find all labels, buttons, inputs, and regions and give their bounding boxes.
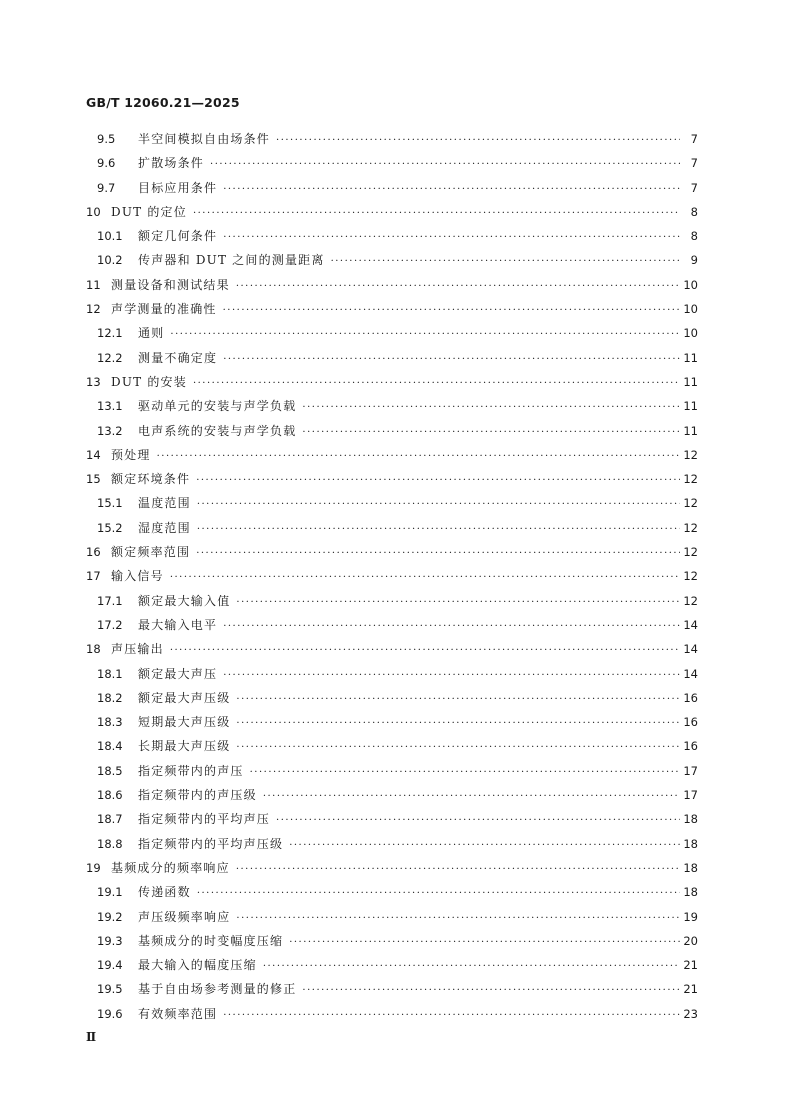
toc-entry-page: 17 xyxy=(683,788,698,803)
dot-leader xyxy=(223,664,680,688)
toc-entry-page: 18 xyxy=(683,836,698,851)
toc-entry[interactable] xyxy=(86,273,698,297)
toc-entry-number: 12.2 xyxy=(97,350,123,365)
toc-entry-title: 短期最大声压级 xyxy=(138,715,231,730)
toc-entry-title: 通则 xyxy=(138,326,165,341)
toc-entry-page: 9 xyxy=(690,253,698,268)
toc-entry[interactable] xyxy=(86,491,698,515)
toc-entry[interactable] xyxy=(86,734,698,758)
toc-entry-number: 18.1 xyxy=(97,666,123,681)
toc-entry[interactable] xyxy=(86,613,698,637)
toc-entry-title: 额定频率范围 xyxy=(111,545,191,560)
toc-entry[interactable] xyxy=(86,297,698,321)
toc-entry[interactable] xyxy=(86,443,698,467)
toc-entry-title: 额定最大声压级 xyxy=(138,690,231,705)
toc-entry[interactable] xyxy=(86,686,698,710)
toc-entry-number: 16 xyxy=(86,545,101,560)
toc-entry-page: 14 xyxy=(683,617,698,632)
dot-leader xyxy=(223,178,680,202)
dot-leader xyxy=(223,226,680,250)
toc-entry-title: 基于自由场参考测量的修正 xyxy=(138,982,297,997)
toc-entry[interactable] xyxy=(86,224,698,248)
dot-leader xyxy=(157,445,680,469)
toc-entry-number: 18.3 xyxy=(97,715,123,730)
toc-entry-number: 13 xyxy=(86,374,101,389)
toc-entry[interactable] xyxy=(86,176,698,200)
toc-entry-page: 8 xyxy=(690,204,698,219)
toc-entry-number: 19.6 xyxy=(97,1006,123,1021)
toc-entry-title: 额定几何条件 xyxy=(138,229,218,244)
toc-entry-title: 温度范围 xyxy=(138,496,191,511)
dot-leader xyxy=(276,129,680,153)
toc-entry[interactable] xyxy=(86,248,698,272)
dot-leader xyxy=(263,955,680,979)
toc-entry-page: 11 xyxy=(683,399,698,414)
toc-entry-title: 基频成分的频率响应 xyxy=(111,860,230,875)
toc-entry-number: 18.4 xyxy=(97,739,123,754)
dot-leader xyxy=(197,882,680,906)
toc-entry-page: 12 xyxy=(683,545,698,560)
toc-entry[interactable] xyxy=(86,321,698,345)
toc-entry-page: 11 xyxy=(683,374,698,389)
toc-entry-number: 10.2 xyxy=(97,253,123,268)
toc-entry-number: 18.8 xyxy=(97,836,123,851)
toc-entry-number: 15.2 xyxy=(97,520,123,535)
toc-entry-title: 长期最大声压级 xyxy=(138,739,231,754)
toc-entry-title: 传声器和 DUT 之间的测量距离 xyxy=(138,253,325,268)
dot-leader xyxy=(263,785,680,809)
toc-entry-page: 11 xyxy=(683,350,698,365)
toc-entry-title: DUT 的定位 xyxy=(111,204,187,219)
toc-entry[interactable] xyxy=(86,200,698,224)
toc-entry[interactable] xyxy=(86,370,698,394)
toc-entry-number: 9.6 xyxy=(97,156,116,171)
dot-leader xyxy=(236,907,680,931)
dot-leader xyxy=(289,931,680,955)
dot-leader xyxy=(223,299,680,323)
toc-entry[interactable] xyxy=(86,856,698,880)
dot-leader xyxy=(170,566,680,590)
toc-entry-number: 13.1 xyxy=(97,399,123,414)
toc-entry-number: 18 xyxy=(86,642,101,657)
toc-entry-title: 声压输出 xyxy=(111,642,164,657)
toc-entry-page: 20 xyxy=(683,933,698,948)
toc-entry-title: 电声系统的安装与声学负载 xyxy=(138,423,297,438)
dot-leader xyxy=(236,591,680,615)
toc-entry[interactable] xyxy=(86,540,698,564)
toc-entry-title: 基频成分的时变幅度压缩 xyxy=(138,933,284,948)
toc-entry-number: 15 xyxy=(86,472,101,487)
dot-leader xyxy=(302,396,680,420)
dot-leader xyxy=(193,372,680,396)
toc-entry-number: 17 xyxy=(86,569,101,584)
dot-leader xyxy=(289,834,680,858)
dot-leader xyxy=(196,469,680,493)
toc-entry-page: 10 xyxy=(683,326,698,341)
toc-entry[interactable] xyxy=(86,807,698,831)
document-header: GB/T 12060.21—2025 xyxy=(86,95,240,110)
toc-entry-title: 指定频带内的平均声压级 xyxy=(138,836,284,851)
dot-leader xyxy=(170,639,680,663)
dot-leader xyxy=(197,518,680,542)
toc-entry[interactable] xyxy=(86,905,698,929)
dot-leader xyxy=(236,275,680,299)
toc-entry-title: 驱动单元的安装与声学负载 xyxy=(138,399,297,414)
table-of-contents xyxy=(86,127,698,1026)
toc-entry-number: 19 xyxy=(86,860,101,875)
dot-leader xyxy=(223,615,680,639)
toc-entry-number: 15.1 xyxy=(97,496,123,511)
toc-entry-title: 额定最大声压 xyxy=(138,666,218,681)
dot-leader xyxy=(250,761,680,785)
toc-entry-number: 10 xyxy=(86,204,101,219)
toc-entry[interactable] xyxy=(86,1002,698,1026)
toc-entry-page: 16 xyxy=(683,690,698,705)
dot-leader xyxy=(193,202,680,226)
toc-entry-title: 最大输入电平 xyxy=(138,617,218,632)
toc-entry-number: 18.6 xyxy=(97,788,123,803)
toc-entry-title: 额定最大输入值 xyxy=(138,593,231,608)
toc-entry-number: 12.1 xyxy=(97,326,123,341)
dot-leader xyxy=(302,979,680,1003)
toc-entry-title: 声学测量的准确性 xyxy=(111,302,217,317)
dot-leader xyxy=(236,858,680,882)
toc-entry-title: 测量不确定度 xyxy=(138,350,218,365)
toc-entry-page: 12 xyxy=(683,447,698,462)
toc-entry-number: 19.4 xyxy=(97,958,123,973)
toc-entry-title: DUT 的安装 xyxy=(111,374,187,389)
toc-entry-page: 18 xyxy=(683,812,698,827)
toc-entry-page: 23 xyxy=(683,1006,698,1021)
toc-entry[interactable] xyxy=(86,564,698,588)
toc-entry-number: 14 xyxy=(86,447,101,462)
dot-leader xyxy=(210,153,680,177)
toc-entry-number: 9.5 xyxy=(97,132,116,146)
page-number-footer: Ⅱ xyxy=(86,1030,97,1044)
toc-entry-page: 14 xyxy=(683,642,698,657)
toc-entry-number: 13.2 xyxy=(97,423,123,438)
toc-entry[interactable] xyxy=(86,419,698,443)
toc-entry-number: 17.1 xyxy=(97,593,123,608)
toc-entry-page: 14 xyxy=(683,666,698,681)
toc-entry[interactable] xyxy=(86,832,698,856)
toc-entry[interactable] xyxy=(86,394,698,418)
toc-entry-number: 19.2 xyxy=(97,909,123,924)
toc-entry-title: 预处理 xyxy=(111,447,151,462)
toc-entry-page: 12 xyxy=(683,569,698,584)
toc-entry-title: 指定频带内的平均声压 xyxy=(138,812,271,827)
toc-entry-page: 18 xyxy=(683,860,698,875)
toc-entry[interactable] xyxy=(86,637,698,661)
toc-entry-page: 11 xyxy=(683,423,698,438)
dot-leader xyxy=(331,250,680,274)
toc-entry-number: 17.2 xyxy=(97,617,123,632)
toc-entry-page: 10 xyxy=(683,302,698,317)
dot-leader xyxy=(197,493,680,517)
toc-entry-number: 19.1 xyxy=(97,885,123,900)
toc-entry-title: 指定频带内的声压级 xyxy=(138,788,257,803)
toc-entry[interactable] xyxy=(86,151,698,175)
toc-entry-page: 16 xyxy=(683,715,698,730)
dot-leader xyxy=(236,688,680,712)
dot-leader xyxy=(236,712,680,736)
toc-entry-page: 7 xyxy=(690,156,698,171)
toc-entry-title: 指定频带内的声压 xyxy=(138,763,244,778)
toc-entry-title: 湿度范围 xyxy=(138,520,191,535)
toc-entry-number: 10.1 xyxy=(97,229,123,244)
toc-entry-title: 有效频率范围 xyxy=(138,1006,218,1021)
toc-entry[interactable] xyxy=(86,467,698,491)
toc-entry-number: 18.2 xyxy=(97,690,123,705)
toc-entry-title: 半空间模拟自由场条件 xyxy=(138,132,271,146)
toc-entry-number: 18.5 xyxy=(97,763,123,778)
toc-entry[interactable] xyxy=(86,710,698,734)
toc-entry[interactable] xyxy=(86,929,698,953)
toc-entry-title: 目标应用条件 xyxy=(138,180,218,195)
toc-entry-number: 11 xyxy=(86,277,101,292)
toc-entry-page: 12 xyxy=(683,472,698,487)
toc-entry-page: 12 xyxy=(683,496,698,511)
toc-entry-page: 8 xyxy=(690,229,698,244)
dot-leader xyxy=(196,542,680,566)
toc-entry-page: 17 xyxy=(683,763,698,778)
toc-entry-number: 9.7 xyxy=(97,180,116,195)
toc-entry-title: 测量设备和测试结果 xyxy=(111,277,230,292)
toc-entry-page: 7 xyxy=(690,132,698,146)
toc-entry[interactable] xyxy=(86,880,698,904)
toc-entry[interactable] xyxy=(86,346,698,370)
toc-entry-page: 7 xyxy=(690,180,698,195)
dot-leader xyxy=(302,421,680,445)
toc-entry-page: 19 xyxy=(683,909,698,924)
toc-entry-page: 18 xyxy=(683,885,698,900)
toc-entry[interactable] xyxy=(86,516,698,540)
toc-entry[interactable] xyxy=(86,589,698,613)
toc-entry-number: 19.5 xyxy=(97,982,123,997)
toc-entry-title: 扩散场条件 xyxy=(138,156,205,171)
toc-entry-page: 10 xyxy=(683,277,698,292)
dot-leader xyxy=(170,323,680,347)
toc-entry-number: 18.7 xyxy=(97,812,123,827)
toc-entry[interactable] xyxy=(86,759,698,783)
toc-entry-title: 最大输入的幅度压缩 xyxy=(138,958,257,973)
toc-entry-page: 21 xyxy=(683,982,698,997)
toc-entry-page: 16 xyxy=(683,739,698,754)
toc-entry-title: 输入信号 xyxy=(111,569,164,584)
toc-entry-title: 额定环境条件 xyxy=(111,472,191,487)
toc-entry-page: 12 xyxy=(683,520,698,535)
dot-leader xyxy=(223,1004,680,1028)
toc-entry-title: 传递函数 xyxy=(138,885,191,900)
toc-entry[interactable] xyxy=(86,953,698,977)
toc-entry-number: 12 xyxy=(86,302,101,317)
dot-leader xyxy=(276,809,680,833)
toc-entry[interactable] xyxy=(86,662,698,686)
toc-entry[interactable] xyxy=(86,127,698,151)
toc-entry[interactable] xyxy=(86,977,698,1001)
toc-entry-title: 声压级频率响应 xyxy=(138,909,231,924)
dot-leader xyxy=(223,348,680,372)
dot-leader xyxy=(236,736,680,760)
toc-entry[interactable] xyxy=(86,783,698,807)
toc-entry-number: 19.3 xyxy=(97,933,123,948)
toc-entry-page: 12 xyxy=(683,593,698,608)
toc-entry-page: 21 xyxy=(683,958,698,973)
